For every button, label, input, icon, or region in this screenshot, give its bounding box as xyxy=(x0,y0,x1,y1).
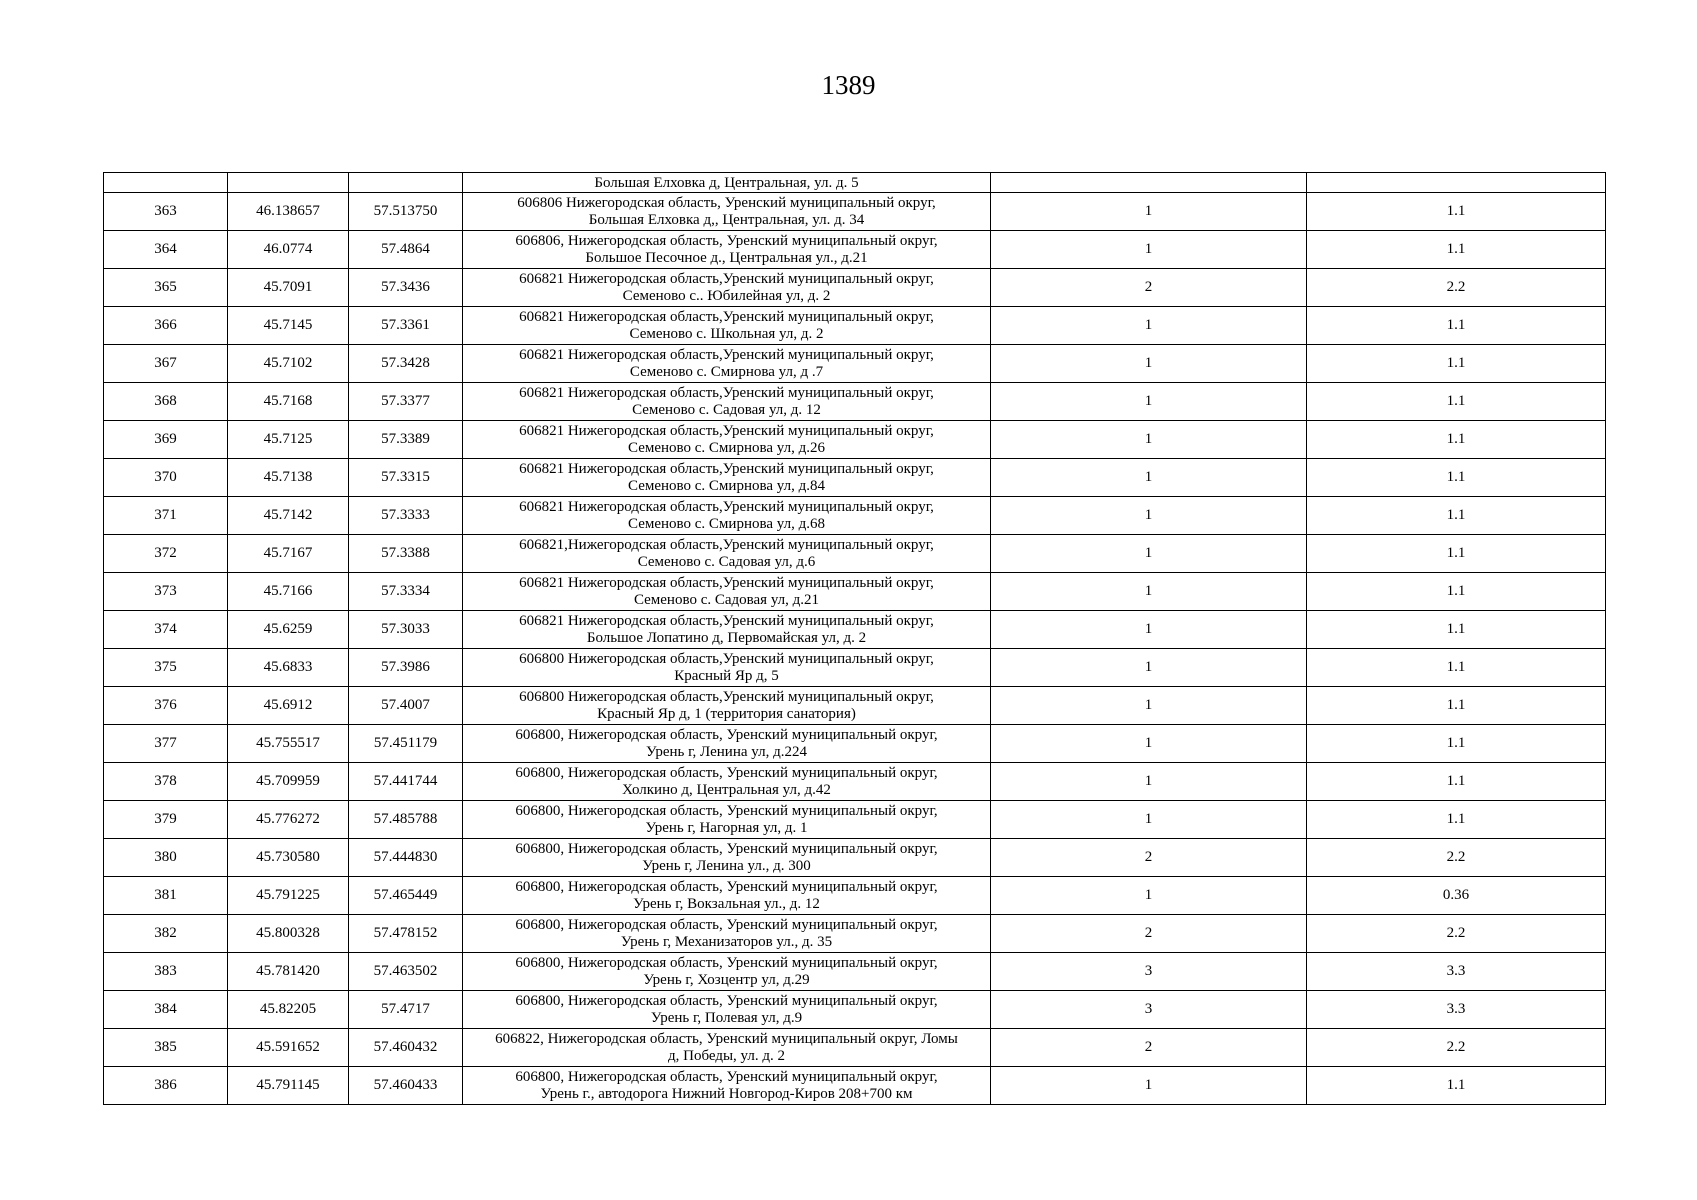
table-row xyxy=(104,763,1606,801)
cell-volume: 1.1 xyxy=(1307,421,1606,459)
cell-address xyxy=(463,1067,991,1105)
address-line-1: 606806 Нижегородская область, Уренский муниципальный округ, xyxy=(517,194,936,211)
cell-volume: 1.1 xyxy=(1307,383,1606,421)
cell-longitude: 45.800328 xyxy=(228,915,349,953)
cell-count: 1 xyxy=(991,459,1307,497)
cell-latitude: 57.441744 xyxy=(349,763,463,801)
cell-longitude: 45.7138 xyxy=(228,459,349,497)
address-line-2: Большое Лопатино д, Первомайская ул, д. 2 xyxy=(586,629,867,646)
cell-latitude xyxy=(349,173,463,193)
table-row xyxy=(104,535,1606,573)
table-row xyxy=(104,991,1606,1029)
cell-latitude: 57.4864 xyxy=(349,231,463,269)
address-line-1: 606821 Нижегородская область,Уренский муниципальный округ, xyxy=(519,422,934,439)
table-row xyxy=(104,801,1606,839)
cell-number: 385 xyxy=(104,1029,228,1067)
cell-volume: 2.2 xyxy=(1307,269,1606,307)
cell-longitude: 45.7167 xyxy=(228,535,349,573)
cell-count: 1 xyxy=(991,1067,1307,1105)
cell-latitude: 57.460432 xyxy=(349,1029,463,1067)
cell-number: 382 xyxy=(104,915,228,953)
cell-latitude: 57.460433 xyxy=(349,1067,463,1105)
table-row xyxy=(104,687,1606,725)
cell-latitude: 57.3334 xyxy=(349,573,463,611)
cell-longitude: 45.591652 xyxy=(228,1029,349,1067)
cell-address xyxy=(463,649,991,687)
address-line-2: Урень г, Нагорная ул, д. 1 xyxy=(645,819,808,836)
cell-latitude: 57.463502 xyxy=(349,953,463,991)
cell-address xyxy=(463,1029,991,1067)
cell-longitude: 46.0774 xyxy=(228,231,349,269)
cell-count: 1 xyxy=(991,231,1307,269)
cell-latitude: 57.4007 xyxy=(349,687,463,725)
cell-address xyxy=(463,763,991,801)
cell-address xyxy=(463,953,991,991)
table-row xyxy=(104,231,1606,269)
cell-longitude: 45.7145 xyxy=(228,307,349,345)
cell-count: 2 xyxy=(991,269,1307,307)
cell-count: 1 xyxy=(991,649,1307,687)
cell-longitude: 46.138657 xyxy=(228,193,349,231)
address-line-2: Урень г, Хозцентр ул, д.29 xyxy=(643,971,810,988)
address-line-1: 606821 Нижегородская область,Уренский муниципальный округ, xyxy=(519,270,934,287)
cell-latitude: 57.4717 xyxy=(349,991,463,1029)
address-line-2: Урень г, Полевая ул, д.9 xyxy=(650,1009,803,1026)
table-row xyxy=(104,269,1606,307)
table-row xyxy=(104,839,1606,877)
cell-count: 1 xyxy=(991,877,1307,915)
cell-count: 1 xyxy=(991,421,1307,459)
table-row xyxy=(104,345,1606,383)
cell-count: 2 xyxy=(991,915,1307,953)
cell-count: 2 xyxy=(991,1029,1307,1067)
cell-address xyxy=(463,535,991,573)
cell-volume: 1.1 xyxy=(1307,649,1606,687)
cell-longitude: 45.7125 xyxy=(228,421,349,459)
cell-latitude: 57.3389 xyxy=(349,421,463,459)
address-line-2: Семеново с. Смирнова ул, д.84 xyxy=(628,477,825,494)
cell-number: 376 xyxy=(104,687,228,725)
cell-number: 369 xyxy=(104,421,228,459)
address-line-1: 606821,Нижегородская область,Уренский муниципальный округ, xyxy=(519,536,934,553)
cell-number: 366 xyxy=(104,307,228,345)
address-line-2: д, Победы, ул. д. 2 xyxy=(667,1047,786,1064)
address-line-2: Семеново с. Садовая ул, д.21 xyxy=(633,591,820,608)
cell-number: 371 xyxy=(104,497,228,535)
cell-count: 1 xyxy=(991,307,1307,345)
cell-count: 1 xyxy=(991,725,1307,763)
address-line-2: Урень г, Механизаторов ул., д. 35 xyxy=(620,933,833,950)
cell-address xyxy=(463,573,991,611)
address-line-1: 606800, Нижегородская область, Уренский муниципальный округ, xyxy=(515,726,938,743)
cell-volume: 1.1 xyxy=(1307,801,1606,839)
cell-number: 379 xyxy=(104,801,228,839)
address-line-1: 606821 Нижегородская область,Уренский муниципальный округ, xyxy=(519,346,934,363)
cell-number: 373 xyxy=(104,573,228,611)
cell-latitude: 57.3315 xyxy=(349,459,463,497)
cell-volume xyxy=(1307,173,1606,193)
cell-address xyxy=(463,459,991,497)
cell-latitude: 57.485788 xyxy=(349,801,463,839)
cell-latitude: 57.3377 xyxy=(349,383,463,421)
cell-count: 1 xyxy=(991,535,1307,573)
cell-count: 1 xyxy=(991,193,1307,231)
cell-longitude: 45.791145 xyxy=(228,1067,349,1105)
cell-longitude: 45.781420 xyxy=(228,953,349,991)
cell-longitude: 45.709959 xyxy=(228,763,349,801)
cell-longitude: 45.7142 xyxy=(228,497,349,535)
address-line-1: 606800 Нижегородская область,Уренский муниципальный округ, xyxy=(519,688,934,705)
cell-latitude: 57.513750 xyxy=(349,193,463,231)
cell-latitude: 57.3428 xyxy=(349,345,463,383)
address-line-2: Семеново с. Школьная ул, д. 2 xyxy=(629,325,824,342)
cell-longitude: 45.7091 xyxy=(228,269,349,307)
cell-address xyxy=(463,383,991,421)
cell-volume: 3.3 xyxy=(1307,991,1606,1029)
table-body xyxy=(104,173,1606,1105)
cell-number: 378 xyxy=(104,763,228,801)
cell-address xyxy=(463,193,991,231)
cell-number: 364 xyxy=(104,231,228,269)
table-row xyxy=(104,573,1606,611)
table-row xyxy=(104,1067,1606,1105)
cell-longitude: 45.6259 xyxy=(228,611,349,649)
cell-latitude: 57.451179 xyxy=(349,725,463,763)
table-row xyxy=(104,497,1606,535)
table-row xyxy=(104,953,1606,991)
address-line-1: 606821 Нижегородская область,Уренский муниципальный округ, xyxy=(519,460,934,477)
address-line-1: 606822, Нижегородская область, Уренский муниципальный округ, Ломы xyxy=(495,1030,958,1047)
address-line-1: 606821 Нижегородская область,Уренский муниципальный округ, xyxy=(519,498,934,515)
cell-number: 365 xyxy=(104,269,228,307)
cell-volume: 1.1 xyxy=(1307,459,1606,497)
address-line-2: Красный Яр д, 1 (территория санатория) xyxy=(597,705,856,722)
cell-volume: 1.1 xyxy=(1307,535,1606,573)
address-line-2: Холкино д, Центральная ул, д.42 xyxy=(622,781,831,798)
cell-longitude: 45.7102 xyxy=(228,345,349,383)
cell-number: 367 xyxy=(104,345,228,383)
address-line-1: 606800, Нижегородская область, Уренский муниципальный округ, xyxy=(515,992,938,1009)
table-row xyxy=(104,877,1606,915)
cell-count: 1 xyxy=(991,345,1307,383)
cell-volume: 2.2 xyxy=(1307,1029,1606,1067)
cell-volume: 1.1 xyxy=(1307,763,1606,801)
cell-count: 2 xyxy=(991,839,1307,877)
cell-address xyxy=(463,877,991,915)
cell-volume: 1.1 xyxy=(1307,193,1606,231)
address-line-2: Большое Песочное д., Центральная ул., д.21 xyxy=(585,249,868,266)
cell-volume: 3.3 xyxy=(1307,953,1606,991)
address-line-1: 606800, Нижегородская область, Уренский муниципальный округ, xyxy=(515,802,938,819)
cell-count: 3 xyxy=(991,991,1307,1029)
cell-volume: 1.1 xyxy=(1307,611,1606,649)
cell-address xyxy=(463,991,991,1029)
cell-address xyxy=(463,269,991,307)
cell-number: 377 xyxy=(104,725,228,763)
cell-address xyxy=(463,345,991,383)
cell-volume: 1.1 xyxy=(1307,345,1606,383)
cell-address xyxy=(463,421,991,459)
cell-longitude: 45.776272 xyxy=(228,801,349,839)
cell-longitude xyxy=(228,173,349,193)
cell-number: 381 xyxy=(104,877,228,915)
cell-volume: 2.2 xyxy=(1307,839,1606,877)
address-line-2: Урень г., автодорога Нижний Новгород-Киров 208+700 км xyxy=(540,1085,913,1102)
cell-count: 3 xyxy=(991,953,1307,991)
cell-volume: 1.1 xyxy=(1307,1067,1606,1105)
continuation-row xyxy=(104,173,1606,193)
cell-volume: 1.1 xyxy=(1307,573,1606,611)
cell-latitude: 57.3986 xyxy=(349,649,463,687)
table-row xyxy=(104,459,1606,497)
cell-number: 372 xyxy=(104,535,228,573)
address-line-2: Урень г, Ленина ул, д.224 xyxy=(646,743,807,760)
cell-longitude: 45.7166 xyxy=(228,573,349,611)
address-line-1: 606800 Нижегородская область,Уренский муниципальный округ, xyxy=(519,650,934,667)
cell-longitude: 45.755517 xyxy=(228,725,349,763)
cell-address xyxy=(463,801,991,839)
cell-volume: 0.36 xyxy=(1307,877,1606,915)
cell-number: 384 xyxy=(104,991,228,1029)
table-row xyxy=(104,1029,1606,1067)
address-line-1: 606800, Нижегородская область, Уренский муниципальный округ, xyxy=(515,954,938,971)
cell-count: 1 xyxy=(991,497,1307,535)
cell-number: 383 xyxy=(104,953,228,991)
cell-number: 386 xyxy=(104,1067,228,1105)
cell-address xyxy=(463,611,991,649)
address-line-2: Семеново с. Смирнова ул, д.68 xyxy=(628,515,825,532)
cell-number: 363 xyxy=(104,193,228,231)
cell-count: 1 xyxy=(991,573,1307,611)
table-row xyxy=(104,649,1606,687)
cell-address xyxy=(463,307,991,345)
address-line-1: 606821 Нижегородская область,Уренский муниципальный округ, xyxy=(519,612,934,629)
cell-latitude: 57.3033 xyxy=(349,611,463,649)
cell-longitude: 45.82205 xyxy=(228,991,349,1029)
cell-latitude: 57.3333 xyxy=(349,497,463,535)
cell-count: 1 xyxy=(991,383,1307,421)
cell-volume: 1.1 xyxy=(1307,307,1606,345)
container-sites-table xyxy=(103,172,1606,1105)
cell-count: 1 xyxy=(991,763,1307,801)
cell-longitude: 45.6912 xyxy=(228,687,349,725)
cell-count xyxy=(991,173,1307,193)
address-line-2: Урень г, Вокзальная ул., д. 12 xyxy=(633,895,820,912)
cell-volume: 1.1 xyxy=(1307,687,1606,725)
address-line-1: 606800, Нижегородская область, Уренский муниципальный округ, xyxy=(515,840,938,857)
cell-address xyxy=(463,497,991,535)
cell-latitude: 57.465449 xyxy=(349,877,463,915)
cell-latitude: 57.444830 xyxy=(349,839,463,877)
table-row xyxy=(104,915,1606,953)
cell-latitude: 57.478152 xyxy=(349,915,463,953)
address-line-2: Семеново с. Садовая ул, д.6 xyxy=(637,553,816,570)
cell-address xyxy=(463,231,991,269)
address-line-1: 606806, Нижегородская область, Уренский муниципальный округ, xyxy=(515,232,938,249)
table-row xyxy=(104,193,1606,231)
cell-volume: 2.2 xyxy=(1307,915,1606,953)
cell-longitude: 45.730580 xyxy=(228,839,349,877)
table-row xyxy=(104,421,1606,459)
cell-count: 1 xyxy=(991,687,1307,725)
cell-number: 380 xyxy=(104,839,228,877)
address-line-1: 606821 Нижегородская область,Уренский муниципальный округ, xyxy=(519,308,934,325)
address-line-2: Красный Яр д, 5 xyxy=(674,667,779,684)
cell-number xyxy=(104,173,228,193)
table-row xyxy=(104,383,1606,421)
page-number: 1389 xyxy=(821,70,876,100)
cell-longitude: 45.6833 xyxy=(228,649,349,687)
cell-longitude: 45.7168 xyxy=(228,383,349,421)
address-line-1: 606800, Нижегородская область, Уренский муниципальный округ, xyxy=(515,764,938,781)
cell-number: 375 xyxy=(104,649,228,687)
cell-latitude: 57.3436 xyxy=(349,269,463,307)
cell-address: Большая Елховка д, Центральная, ул. д. 5 xyxy=(463,173,991,193)
cell-count: 1 xyxy=(991,611,1307,649)
address-line-2: Семеново с. Садовая ул, д. 12 xyxy=(632,401,821,418)
address-line-2: Урень г, Ленина ул., д. 300 xyxy=(642,857,811,874)
table-row xyxy=(104,307,1606,345)
cell-latitude: 57.3388 xyxy=(349,535,463,573)
address-line-2: Большая Елховка д,, Центральная, ул. д. 34 xyxy=(588,211,865,228)
table-row xyxy=(104,725,1606,763)
cell-volume: 1.1 xyxy=(1307,231,1606,269)
cell-number: 370 xyxy=(104,459,228,497)
cell-number: 368 xyxy=(104,383,228,421)
address-line-2: Семеново с.. Юбилейная ул, д. 2 xyxy=(622,287,831,304)
address-line-1: 606800, Нижегородская область, Уренский муниципальный округ, xyxy=(515,916,938,933)
cell-address xyxy=(463,725,991,763)
cell-latitude: 57.3361 xyxy=(349,307,463,345)
cell-address xyxy=(463,839,991,877)
cell-volume: 1.1 xyxy=(1307,725,1606,763)
address-line-1: 606821 Нижегородская область,Уренский муниципальный округ, xyxy=(519,574,934,591)
cell-count: 1 xyxy=(991,801,1307,839)
cell-longitude: 45.791225 xyxy=(228,877,349,915)
cell-number: 374 xyxy=(104,611,228,649)
cell-address xyxy=(463,687,991,725)
address-line-1: 606800, Нижегородская область, Уренский муниципальный округ, xyxy=(515,878,938,895)
address-line-2: Семеново с. Смирнова ул, д .7 xyxy=(629,363,824,380)
cell-volume: 1.1 xyxy=(1307,497,1606,535)
cell-address xyxy=(463,915,991,953)
address-line-1: 606800, Нижегородская область, Уренский муниципальный округ, xyxy=(515,1068,938,1085)
address-line-1: 606821 Нижегородская область,Уренский муниципальный округ, xyxy=(519,384,934,401)
address-line-2: Семеново с. Смирнова ул, д.26 xyxy=(628,439,825,456)
table-row xyxy=(104,611,1606,649)
